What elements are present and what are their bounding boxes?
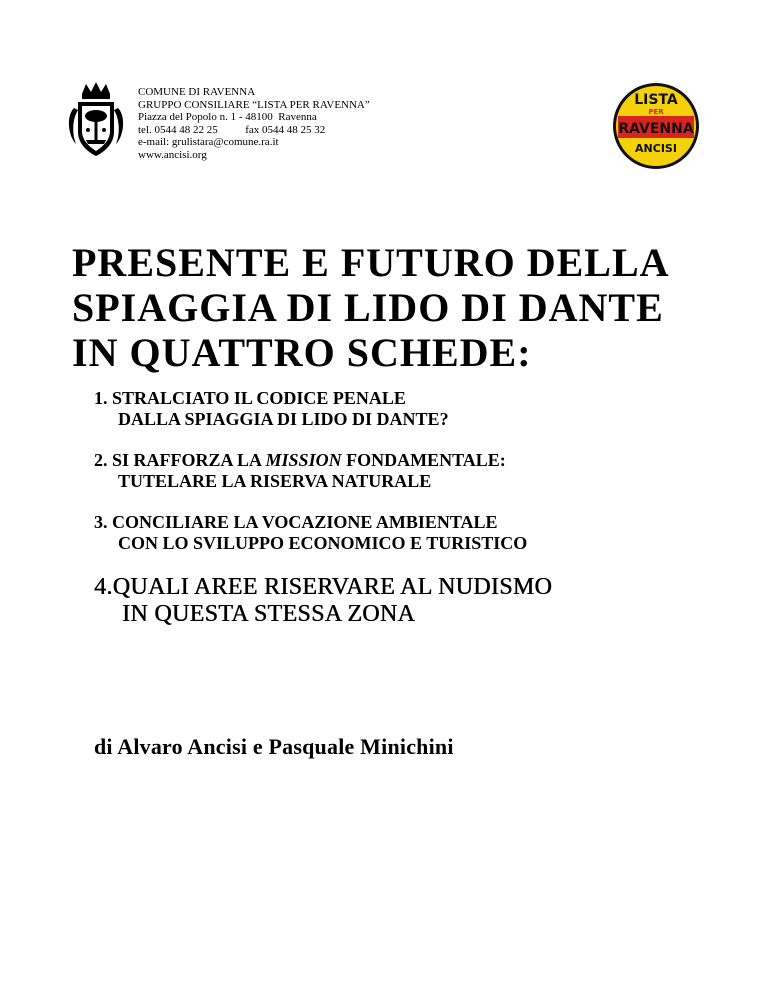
header-line-email: e-mail: grulistara@comune.ra.it: [138, 136, 279, 149]
scheda-2: [94, 450, 552, 492]
scheda-1: [94, 388, 552, 430]
scheda-4: [94, 574, 552, 628]
logo-text-per: PER: [648, 108, 664, 116]
scheda-2-suffix: FONDAMENTALE:: [341, 450, 506, 470]
logo-text-ancisi: ANCISI: [635, 142, 677, 155]
title-line-3: IN QUATTRO SCHEDE:: [72, 330, 532, 375]
authors-line: di Alvaro Ancisi e Pasquale Minichini: [94, 734, 454, 759]
scheda-2-emphasis: MISSION: [265, 450, 342, 470]
ravenna-coat-of-arms-icon: [64, 80, 128, 160]
scheda-2-prefix: 2. SI RAFFORZA LA: [94, 450, 266, 470]
scheda-1-line-2: DALLA SPIAGGIA DI LIDO DI DANTE?: [118, 409, 449, 429]
title-line-1: PRESENTE E FUTURO DELLA: [72, 240, 670, 285]
scheda-4-line-2: IN QUESTA STESSA ZONA: [122, 601, 416, 627]
schede-list: [94, 388, 552, 648]
scheda-3-line-2: CON LO SVILUPPO ECONOMICO E TURISTICO: [118, 533, 528, 553]
header-line-address: Piazza del Popolo n. 1 - 48100 Ravenna: [138, 111, 317, 124]
scheda-1-line-1: 1. STRALCIATO IL CODICE PENALE: [94, 388, 406, 408]
lista-per-ravenna-logo: [612, 82, 700, 170]
scheda-3-line-1: 3. CONCILIARE LA VOCAZIONE AMBIENTALE: [94, 512, 498, 532]
scheda-3: [94, 512, 552, 554]
scheda-2-line-1: [94, 450, 552, 471]
main-title: [72, 240, 670, 375]
header-line-phone-fax: tel. 0544 48 22 25 fax 0544 48 25 32: [138, 123, 326, 136]
logo-text-ravenna: RAVENNA: [618, 121, 694, 137]
logo-text-lista: LISTA: [634, 92, 678, 108]
scheda-2-line-2: TUTELARE LA RISERVA NATURALE: [118, 471, 432, 491]
header-line-municipality: COMUNE DI RAVENNA: [138, 86, 256, 98]
header-contact-block: [138, 86, 370, 162]
header-line-group: GRUPPO CONSILIARE “LISTA PER RAVENNA”: [138, 98, 370, 111]
title-line-2: SPIAGGIA DI LIDO DI DANTE: [72, 285, 664, 330]
header-line-website: www.ancisi.org: [138, 148, 207, 161]
scheda-4-line-1: 4.QUALI AREE RISERVARE AL NUDISMO: [94, 574, 553, 600]
